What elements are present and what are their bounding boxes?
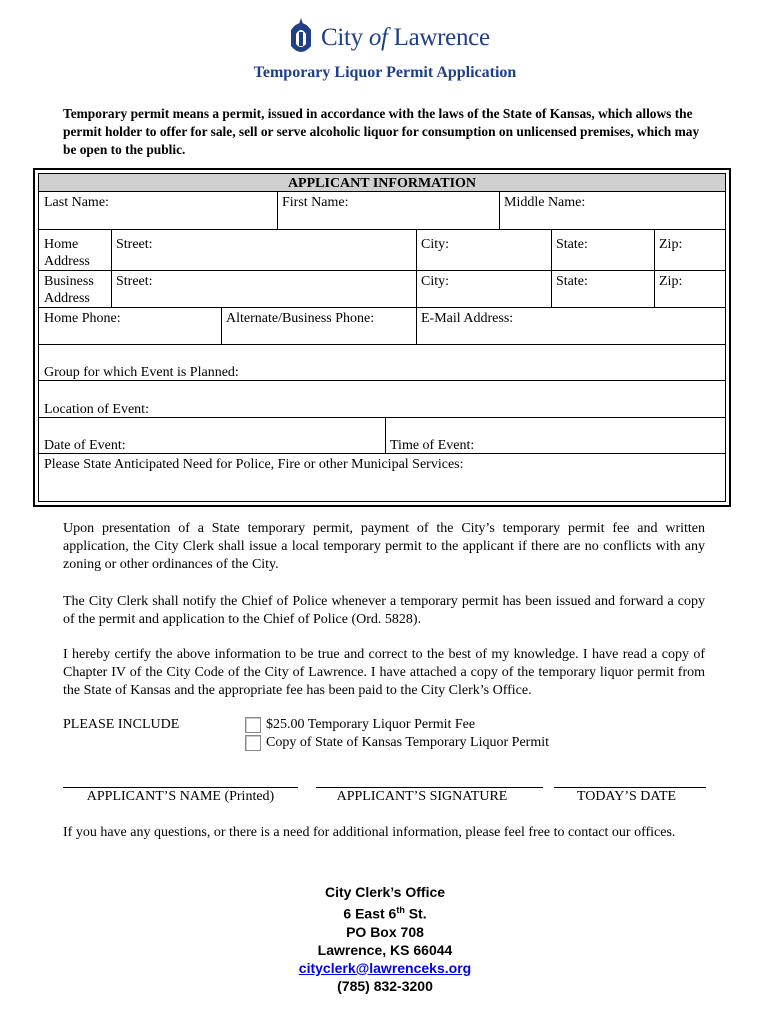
office-name: City Clerk’s Office — [324, 884, 446, 900]
form-header: APPLICANT INFORMATION — [39, 174, 725, 192]
home-address-label: Home Address — [44, 237, 90, 269]
po-box: PO Box 708 — [346, 923, 424, 940]
logo-text: City of Lawrence — [321, 24, 490, 51]
date-field[interactable]: Date of Event: — [44, 438, 126, 453]
fee-label: $25.00 Temporary Liquor Permit Fee — [266, 717, 476, 732]
group-field[interactable]: Group for which Event is Planned: — [44, 365, 239, 380]
business-zip-field[interactable]: Zip: — [659, 274, 683, 289]
permit-label: Copy of State of Kansas Temporary Liquor Permit — [266, 735, 549, 750]
please-include-label: PLEASE INCLUDE — [63, 717, 180, 732]
date-line[interactable] — [554, 787, 706, 788]
last-name-field[interactable]: Last Name: — [44, 195, 109, 210]
business-city-field[interactable]: City: — [421, 274, 450, 289]
city-state: Lawrence, KS 66044 — [317, 941, 453, 958]
include-item-permit — [245, 735, 549, 751]
location-field[interactable]: Location of Event: — [44, 402, 149, 417]
business-state-field[interactable]: State: — [556, 274, 588, 289]
applicant-form — [33, 168, 731, 507]
middle-name-field[interactable]: Middle Name: — [504, 195, 586, 210]
paragraph-issuance: Upon presentation of a State temporary permit, payment of the City’s temporary permit fee and written application, the City Clerk shall issue a local temporary permit to the applicant if there are no conflicts with any zoning or other ordinances of the City. — [63, 521, 705, 572]
permit-checkbox[interactable] — [245, 735, 261, 751]
street-address: 6 East 6th St. — [343, 905, 427, 922]
home-phone-field[interactable]: Home Phone: — [44, 311, 121, 326]
business-street-field[interactable]: Street: — [116, 274, 153, 289]
city-seal-icon — [287, 16, 315, 60]
alt-phone-field[interactable]: Alternate/Business Phone: — [226, 311, 375, 326]
first-name-field[interactable]: First Name: — [282, 195, 349, 210]
home-zip-field[interactable]: Zip: — [659, 237, 683, 252]
services-field[interactable]: Please State Anticipated Need for Police, Fire or other Municipal Services: — [44, 457, 464, 472]
paragraph-certify: I hereby certify the above information to be true and correct to the best of my knowledge. I have read a copy of Chapter IV of the City Code of the City of Lawrence. I have attached a copy of the temporary liquor permit from the State of Kansas and the appropriate fee has been paid to the City Clerk’s Office. — [63, 647, 705, 698]
paragraph-contact: If you have any questions, or there is a need for additional information, please feel free to contact our offices. — [63, 825, 676, 840]
page-title: Temporary Liquor Permit Application — [253, 64, 517, 81]
phone-number: (785) 832-3200 — [337, 977, 433, 994]
intro-text: Temporary permit means a permit, issued in accordance with the laws of the State of Kansas, which allows the permit holder to offer for sale, sell or serve alcoholic liquor for consumption on unlicensed premises, which may be open to the public. — [63, 106, 700, 157]
include-item-fee — [245, 717, 475, 733]
fee-checkbox[interactable] — [245, 717, 261, 733]
business-address-label: Business Address — [44, 274, 94, 306]
date-label: TODAY’S DATE — [576, 789, 677, 804]
paragraph-notify: The City Clerk shall notify the Chief of Police whenever a temporary permit has been issued and forward a copy of the permit and application to the Chief of Police (Ord. 5828). — [63, 594, 705, 627]
email-link[interactable]: cityclerk@lawrenceks.org — [298, 959, 472, 976]
name-label: APPLICANT’S NAME (Printed) — [86, 789, 275, 804]
contact-block — [0, 883, 770, 995]
city-logo — [287, 14, 490, 62]
email-field[interactable]: E-Mail Address: — [421, 311, 514, 326]
name-line[interactable] — [63, 787, 298, 788]
home-state-field[interactable]: State: — [556, 237, 588, 252]
signature-label: APPLICANT’S SIGNATURE — [336, 789, 508, 804]
home-city-field[interactable]: City: — [421, 237, 450, 252]
time-field[interactable]: Time of Event: — [390, 438, 475, 453]
home-street-field[interactable]: Street: — [116, 237, 153, 252]
signature-line[interactable] — [316, 787, 543, 788]
